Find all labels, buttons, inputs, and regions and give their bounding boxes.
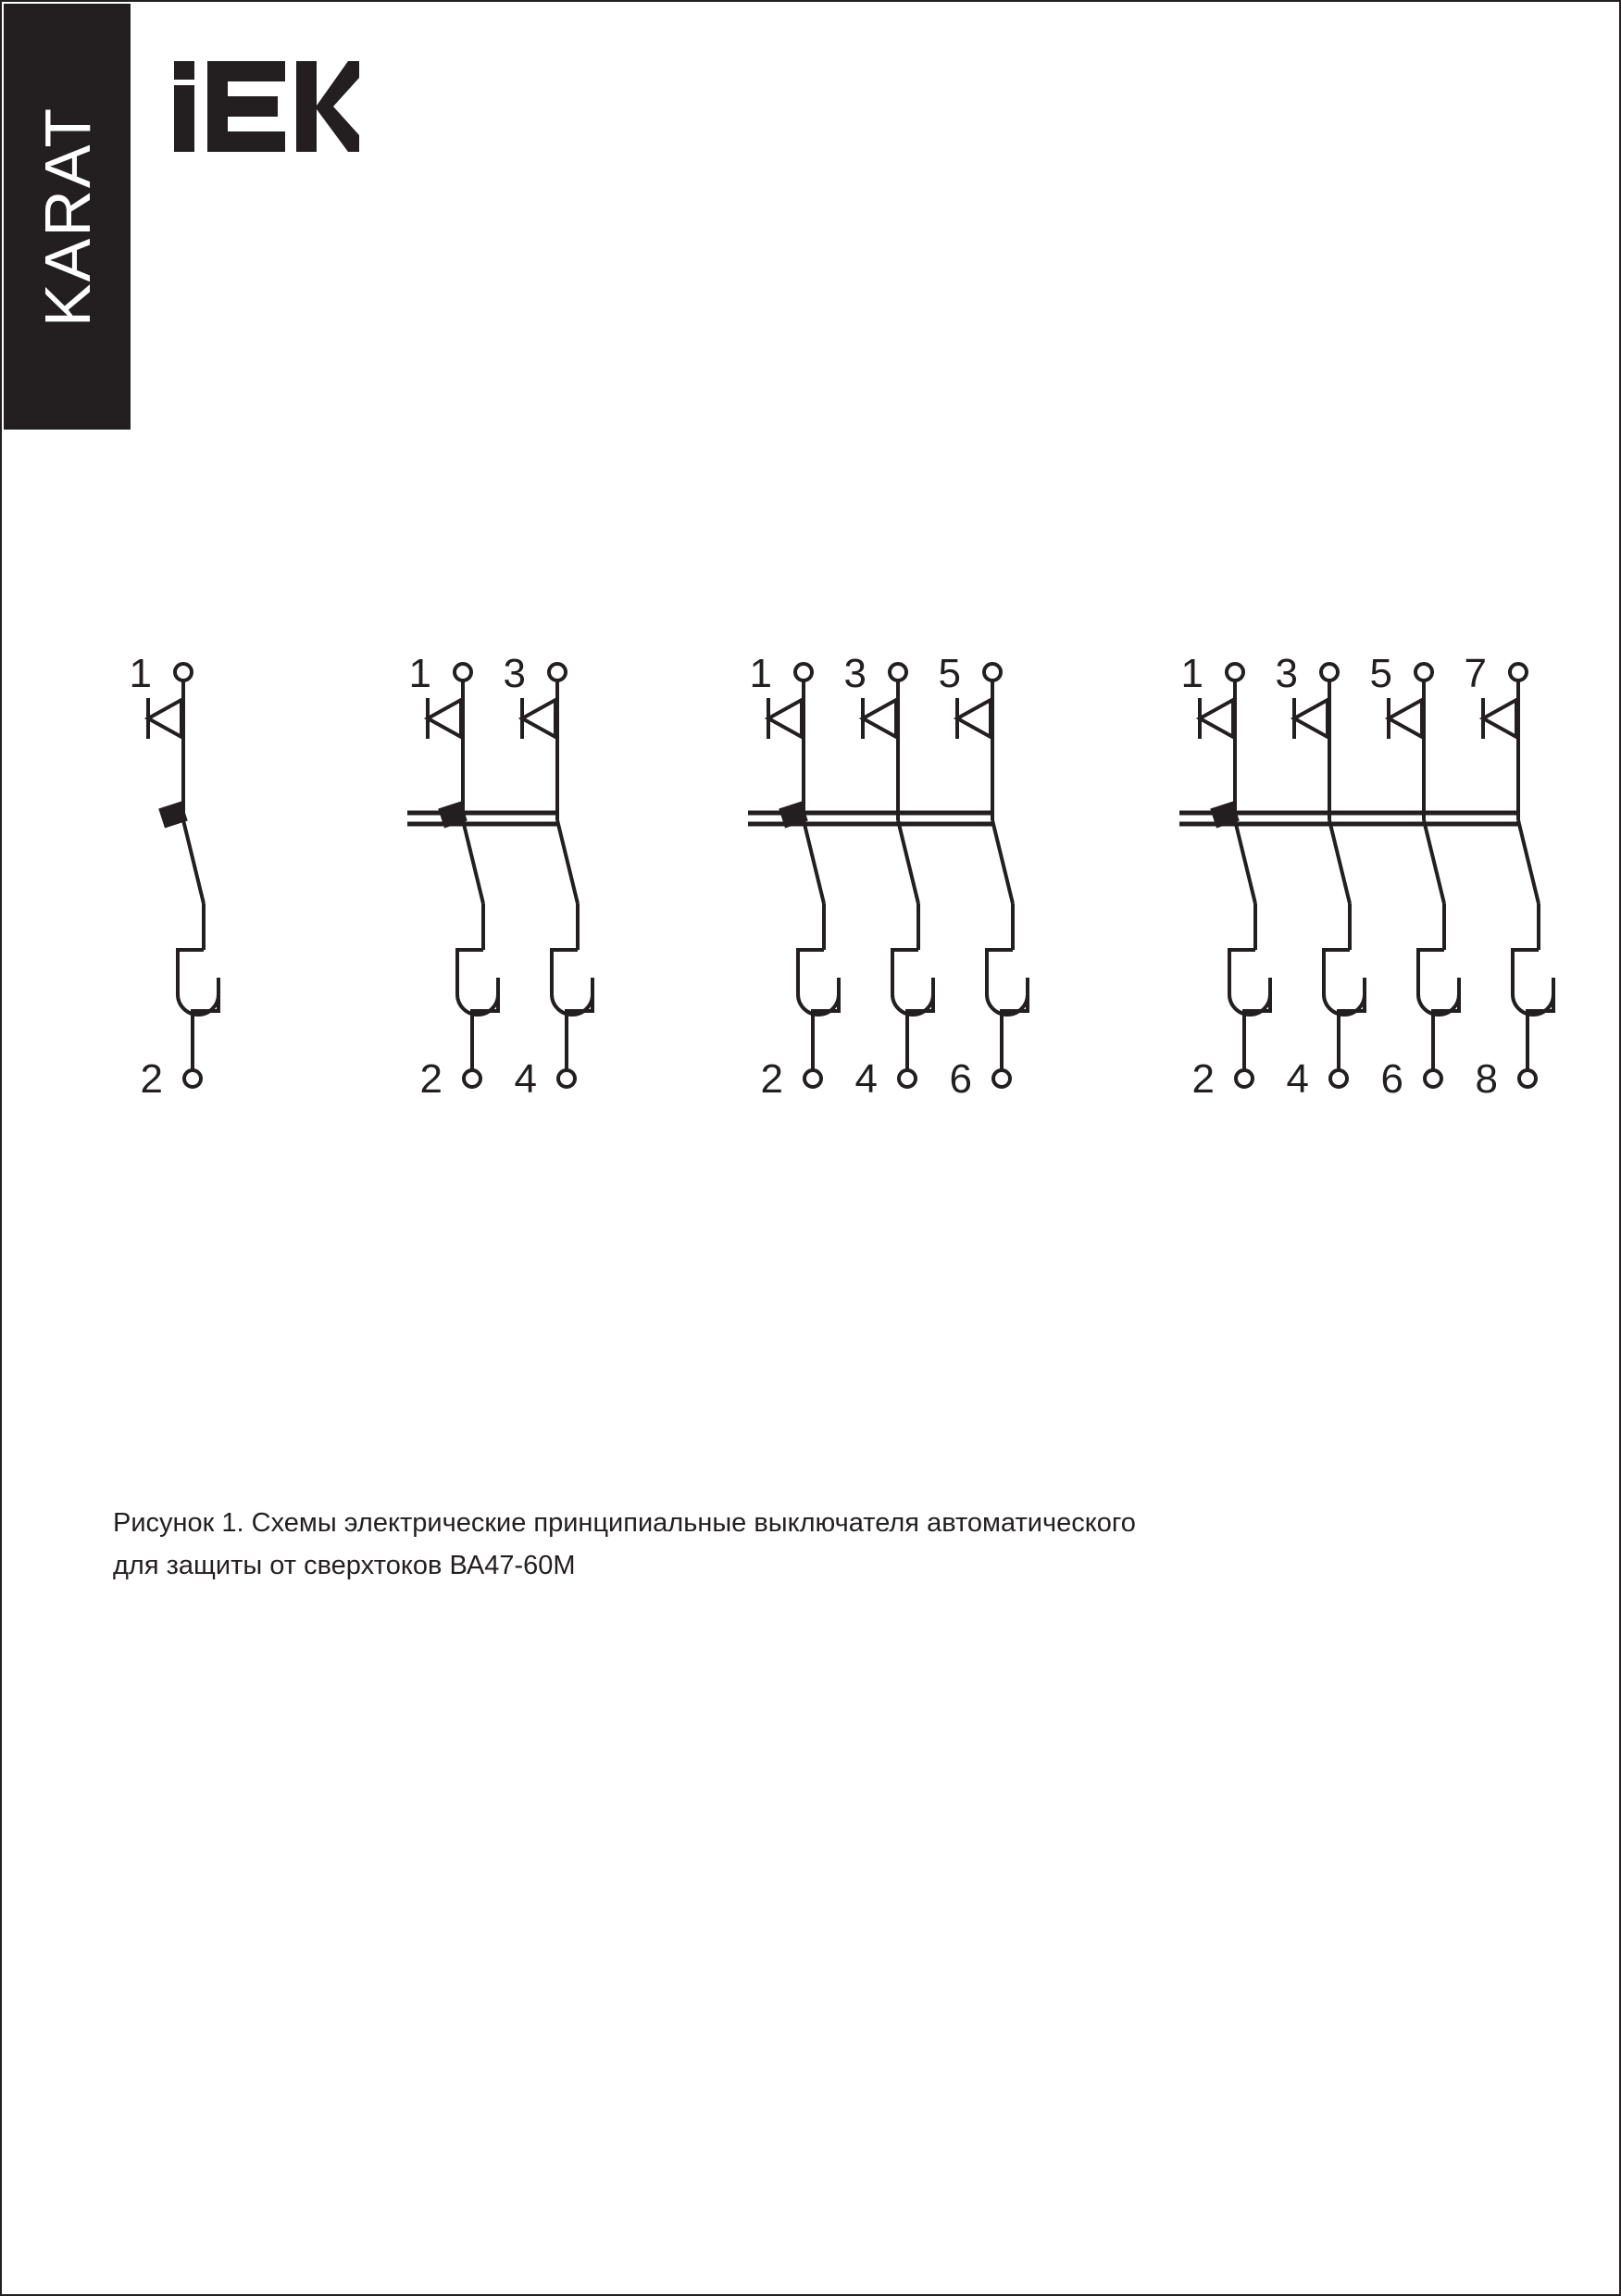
- terminal-label-top: 3: [503, 651, 526, 696]
- terminal-label-bottom: 2: [419, 1056, 443, 1102]
- brand-tab-label: KARAT: [31, 106, 104, 328]
- terminal-label-bottom: 2: [1191, 1056, 1215, 1102]
- terminal-label-top: 5: [1369, 651, 1392, 696]
- terminal-label-top: 1: [129, 651, 152, 696]
- terminal-label-bottom: 6: [949, 1056, 972, 1102]
- figure-caption-line2: для защиты от сверхтоков ВА47-60М: [113, 1551, 576, 1580]
- terminal-label-bottom: 2: [140, 1056, 163, 1102]
- terminal-label-bottom: 4: [514, 1056, 537, 1102]
- pole-group-2p: [407, 651, 592, 1102]
- terminal-label-top: 7: [1464, 651, 1487, 696]
- terminal-label-top: 5: [938, 651, 961, 696]
- terminal-label-top: 1: [1180, 651, 1203, 696]
- terminal-label-bottom: 2: [760, 1056, 783, 1102]
- figure-caption-line1: Рисунок 1. Схемы электрические принципиальные выключателя автоматического: [113, 1508, 1136, 1538]
- terminal-label-bottom: 4: [854, 1056, 878, 1102]
- terminal-label-bottom: 8: [1475, 1056, 1498, 1102]
- terminal-label-top: 3: [1275, 651, 1298, 696]
- terminal-label-top: 3: [843, 651, 867, 696]
- terminal-label-bottom: 4: [1286, 1056, 1309, 1102]
- circuit-diagram: [2, 650, 1621, 1224]
- terminal-label-top: 1: [408, 651, 431, 696]
- terminal-label-bottom: 6: [1380, 1056, 1403, 1102]
- brand-tab: [4, 4, 131, 430]
- figure-caption: [113, 1502, 1270, 1587]
- terminal-label-top: 1: [749, 651, 772, 696]
- pole-group-1p: [130, 651, 218, 1102]
- iek-logo: [174, 57, 359, 159]
- pole-group-3p: [748, 651, 1028, 1102]
- circuit-diagram-svg: [2, 650, 1621, 1224]
- pole-group-4p: [1179, 651, 1553, 1102]
